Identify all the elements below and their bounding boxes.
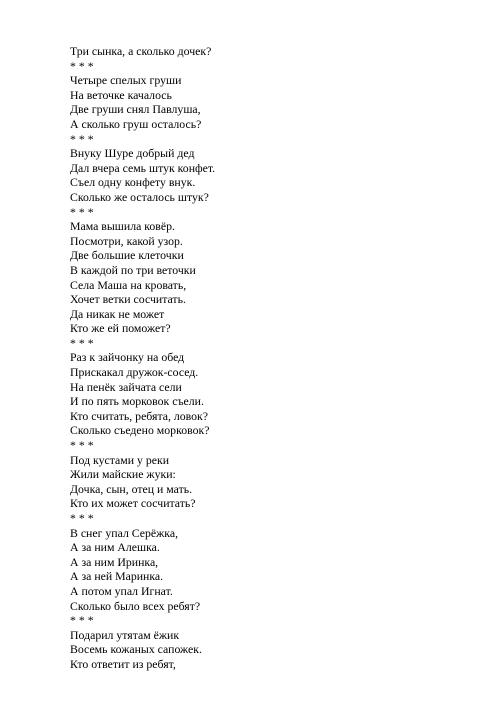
text-line: Жили майские жуки:: [70, 467, 176, 482]
stanza-separator: * * *: [70, 438, 94, 453]
text-line: Под кустами у реки: [70, 452, 170, 467]
text-line: Посмотри, какой узор.: [70, 233, 183, 248]
text-line: Сколько съедено морковок?: [70, 423, 210, 438]
text-line: Дал вчера семь штук конфет.: [70, 160, 216, 175]
text-line: А сколько груш осталось?: [70, 116, 202, 131]
text-line: Три сынка, а сколько дочек?: [70, 44, 212, 58]
text-line: Кто их может сосчитать?: [70, 496, 196, 511]
text-line: Села Маша на кровать,: [70, 277, 187, 292]
riddle-poems-text: [70, 44, 215, 672]
text-line: А за ним Иринка,: [70, 554, 159, 569]
stanza-separator: * * *: [70, 613, 94, 628]
stanza-separator: * * *: [70, 131, 94, 146]
text-line: Подарил утятам ёжик: [70, 627, 180, 642]
text-line: Хочет ветки сосчитать.: [70, 292, 186, 307]
text-line: Кто ответит из ребят,: [70, 656, 176, 671]
text-line: Мама вышила ковёр.: [70, 219, 175, 234]
text-line: Четыре спелых груши: [70, 73, 182, 88]
stanza-separator: * * *: [70, 204, 94, 219]
text-line: Съел одну конфету внук.: [70, 175, 196, 190]
text-line: А за ним Алешка.: [70, 540, 160, 555]
text-line: Две большие клеточки: [70, 248, 184, 263]
text-line: На пенёк зайчата сели: [70, 379, 182, 394]
text-line: Дочка, сын, отец и мать.: [70, 481, 193, 496]
text-line: А за ней Маринка.: [70, 569, 164, 584]
stanza-separator: * * *: [70, 58, 94, 73]
text-line: В снег упал Серёжка,: [70, 525, 179, 540]
text-line: Кто же ей поможет?: [70, 321, 171, 336]
text-line: В каждой по три веточки: [70, 262, 196, 277]
text-line: Сколько было всех ребят?: [70, 598, 201, 613]
text-line: На веточке качалось: [70, 87, 172, 102]
text-line: Внуку Шуре добрый дед: [70, 146, 195, 161]
text-line: Две груши снял Павлуша,: [70, 102, 201, 117]
text-line: И по пять морковок съели.: [70, 394, 204, 409]
stanza-separator: * * *: [70, 335, 94, 350]
text-line: Восемь кожаных сапожек.: [70, 642, 202, 657]
stanza-separator: * * *: [70, 511, 94, 525]
text-line: Кто считать, ребята, ловок?: [70, 408, 209, 423]
text-line: Сколько же осталось штук?: [70, 189, 209, 204]
text-line: Да никак не может: [70, 306, 165, 321]
text-line: А потом упал Игнат.: [70, 583, 173, 598]
text-line: Раз к зайчонку на обед: [70, 350, 185, 365]
text-line: Прискакал дружок-сосед.: [70, 365, 199, 380]
